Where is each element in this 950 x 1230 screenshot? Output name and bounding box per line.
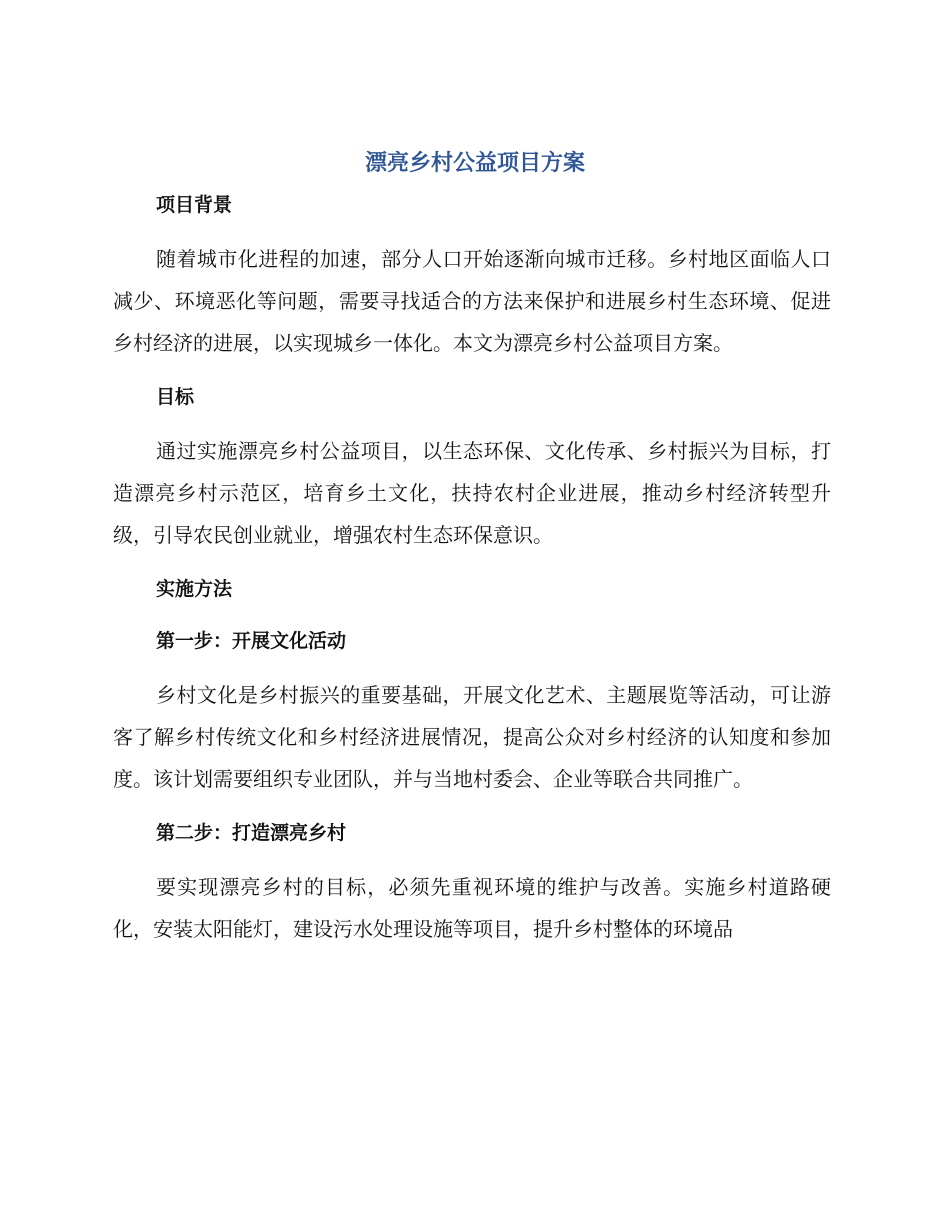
section-heading-background: 项目背景 (156, 194, 233, 216)
paragraph-step1: 乡村文化是乡村振兴的重要基础，开展文化艺术、主题展览等活动，可让游客了解乡村传统文化和乡村经济进展情况，提高公众对乡村经济的认知度和参加度。该计划需要组织专业团队，并与当地村委会、企业等联合共同推广。 (113, 683, 831, 791)
section-heading-step2: 第二步：打造漂亮乡村 (156, 822, 347, 844)
section-heading-goal: 目标 (156, 386, 195, 408)
paragraph-goal: 通过实施漂亮乡村公益项目，以生态环保、文化传承、乡村振兴为目标，打造漂亮乡村示范区，培育乡土文化，扶持农村企业进展，推动乡村经济转型升级，引导农民创业就业，增强农村生态环保意识。 (113, 439, 831, 547)
paragraph-step2: 要实现漂亮乡村的目标，必须先重视环境的维护与改善。实施乡村道路硬化，安装太阳能灯，建设污水处理设施等项目，提升乡村整体的环境品 (113, 875, 831, 941)
document-body (113, 186, 831, 964)
paragraph-background: 随着城市化进程的加速，部分人口开始逐渐向城市迁移。乡村地区面临人口减少、环境恶化等问题，需要寻找适合的方法来保护和进展乡村生态环境、促进乡村经济的进展，以实现城乡一体化。本文为漂亮乡村公益项目方案。 (113, 247, 831, 355)
section-heading-method: 实施方法 (156, 578, 233, 600)
section-heading-step1: 第一步：开展文化活动 (156, 630, 347, 652)
document-title: 漂亮乡村公益项目方案 (364, 151, 585, 176)
